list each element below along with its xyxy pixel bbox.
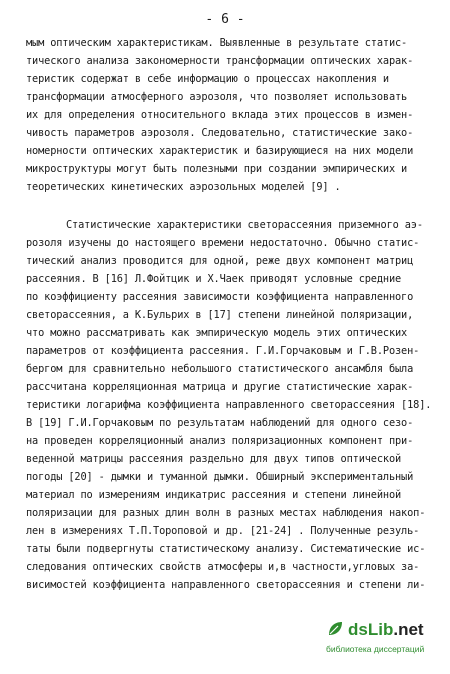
text-line: материал по измерениям индикатрис рассеяния и степени линейной [26, 489, 402, 501]
text-line: розоля изучены до настоящего времени недостаточно. Обычно статис- [26, 237, 420, 249]
text-line: по коэффициенту рассеяния зависимости коэффициента направленного [26, 291, 414, 303]
text-line: погоды [20] - дымки и туманной дымки. Обширный экспериментальный [26, 471, 414, 483]
text-line: тического анализа закономерности трансформации оптических харак- [26, 55, 414, 67]
text-line: рассеяния. В [16] Л.Фойтцик и Х.Чаек приводят условные средние [26, 273, 402, 285]
text-line: теристик содержат в себе информацию о процессах накопления и [26, 73, 389, 85]
text-line: теоретических кинетических аэрозольных моделей [9] . [26, 181, 341, 193]
watermark[interactable] [324, 620, 442, 662]
text-line: микроструктуры могут быть полезными при создании эмпирических и [26, 163, 408, 175]
text-line: теристики логарифма коэффициента направленного светорассеяния [18]. [26, 399, 432, 411]
watermark-brand [348, 620, 424, 640]
text-line: поляризации для разных длин волн в разных местах наблюдения накоп- [26, 507, 426, 519]
text-line: чивость параметров аэрозоля. Следовательно, статистические зако- [26, 127, 414, 139]
watermark-brand-tld: .net [393, 620, 424, 639]
page-number: - 6 - [205, 12, 245, 27]
text-line: В [19] Г.И.Горчаковым по результатам наблюдений для одного сезо- [26, 417, 414, 429]
watermark-brand-main: dsLib [348, 620, 394, 639]
text-line: что можно рассматривать как эмпирическую модель этих оптических [26, 327, 408, 339]
text-line: бергом для сравнительно небольшого статистического ансамбля была [26, 363, 414, 375]
text-line: светорассеяния, а К.Бульрих в [17] степени линейной поляризации, [26, 309, 414, 321]
text-line: на проведен корреляционный анализ поляризационных компонент при- [26, 435, 414, 447]
text-line: номерности оптических характеристик и базирующиеся на них модели [26, 145, 414, 157]
text-line: лен в измерениях Т.П.Тороповой и др. [21-24] . Полученные резуль- [26, 525, 420, 537]
leaf-icon [326, 620, 344, 638]
text-line: их для определения относительного вклада этих процессов в измен- [26, 109, 414, 121]
text-line: трансформации атмосферного аэрозоля, что позволяет использовать [26, 91, 408, 103]
watermark-subtitle: библиотека диссертаций [326, 644, 425, 654]
text-line: мым оптическим характеристикам. Выявленные в результате статис- [26, 37, 408, 49]
text-line: Статистические характеристики светорассеяния приземного аэ- [66, 219, 423, 231]
text-line: рассчитана корреляционная матрица и другие статистические харак- [26, 381, 414, 393]
text-line: таты были подвергнуты статистическому анализу. Систематические ис- [26, 543, 426, 555]
text-line: висимостей коэффициента направленного светорассеяния и степени ли- [26, 579, 426, 591]
text-line: параметров от коэффициента рассеяния. Г.И.Горчаковым и Г.В.Розен- [26, 345, 420, 357]
text-line: следования оптических свойств атмосферы и,в частности,угловых за- [26, 561, 420, 573]
text-line: тический анализ проводится для одной, реже двух компонент матриц [26, 255, 414, 267]
text-line: веденной матрицы рассеяния раздельно для двух типов оптической [26, 453, 402, 465]
